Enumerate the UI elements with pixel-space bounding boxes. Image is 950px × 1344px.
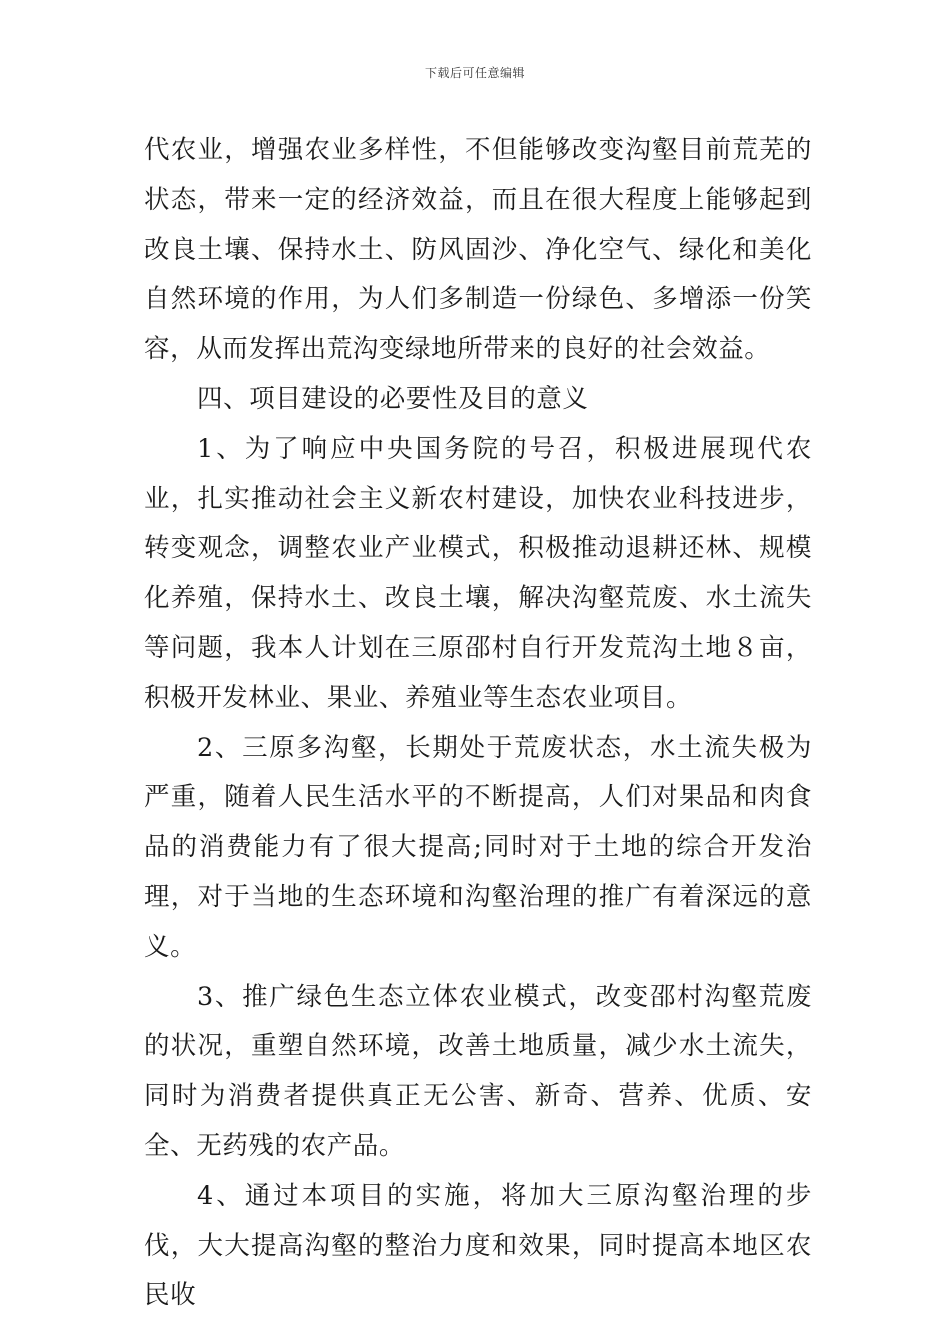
paragraph-item-4: 4、通过本项目的实施，将加大三原沟壑治理的步伐，大大提高沟壑的整治力度和效果，同时提高本地区农民收 xyxy=(144,1180,812,1311)
paragraph-item-2: 2、三原多沟壑，长期处于荒废状态，水土流失极为严重，随着人民生活水平的不断提高，人们对果品和肉食品的消费能力有了很大提高;同时对于土地的综合开发治理，对于当地的生态环境和沟壑治理的推广有着深远的意义。 xyxy=(144,732,812,962)
paragraph-continuation: 代农业，增强农业多样性，不但能够改变沟壑目前荒芜的状态，带来一定的经济效益，而且在很大程度上能够起到改良土壤、保持水土、防风固沙、净化空气、绿化和美化自然环境的作用，为人们多制造一份绿色、多增添一份笑容，从而发挥出荒沟变绿地所带来的良好的社会效益。 xyxy=(144,135,812,365)
section-heading: 四、项目建设的必要性及目的意义 xyxy=(197,383,589,414)
document-body xyxy=(144,126,812,1321)
paragraph-item-3: 3、推广绿色生态立体农业模式，改变邵村沟壑荒废的状况，重塑自然环境，改善土地质量，减少水土流失，同时为消费者提供真正无公害、新奇、营养、优质、安全、无药残的农产品。 xyxy=(144,981,812,1161)
page-header: 下载后可任意编辑 xyxy=(424,66,525,80)
paragraph-item-1: 1、为了响应中央国务院的号召，积极进展现代农业，扎实推动社会主义新农村建设，加快农业科技进步，转变观念，调整农业产业模式，积极推动退耕还林、规模化养殖，保持水土、改良土壤，解决沟壑荒废、水土流失等问题，我本人计划在三原邵村自行开发荒沟土地８亩，积极开发林业、果业、养殖业等生态农业项目。 xyxy=(144,433,812,713)
